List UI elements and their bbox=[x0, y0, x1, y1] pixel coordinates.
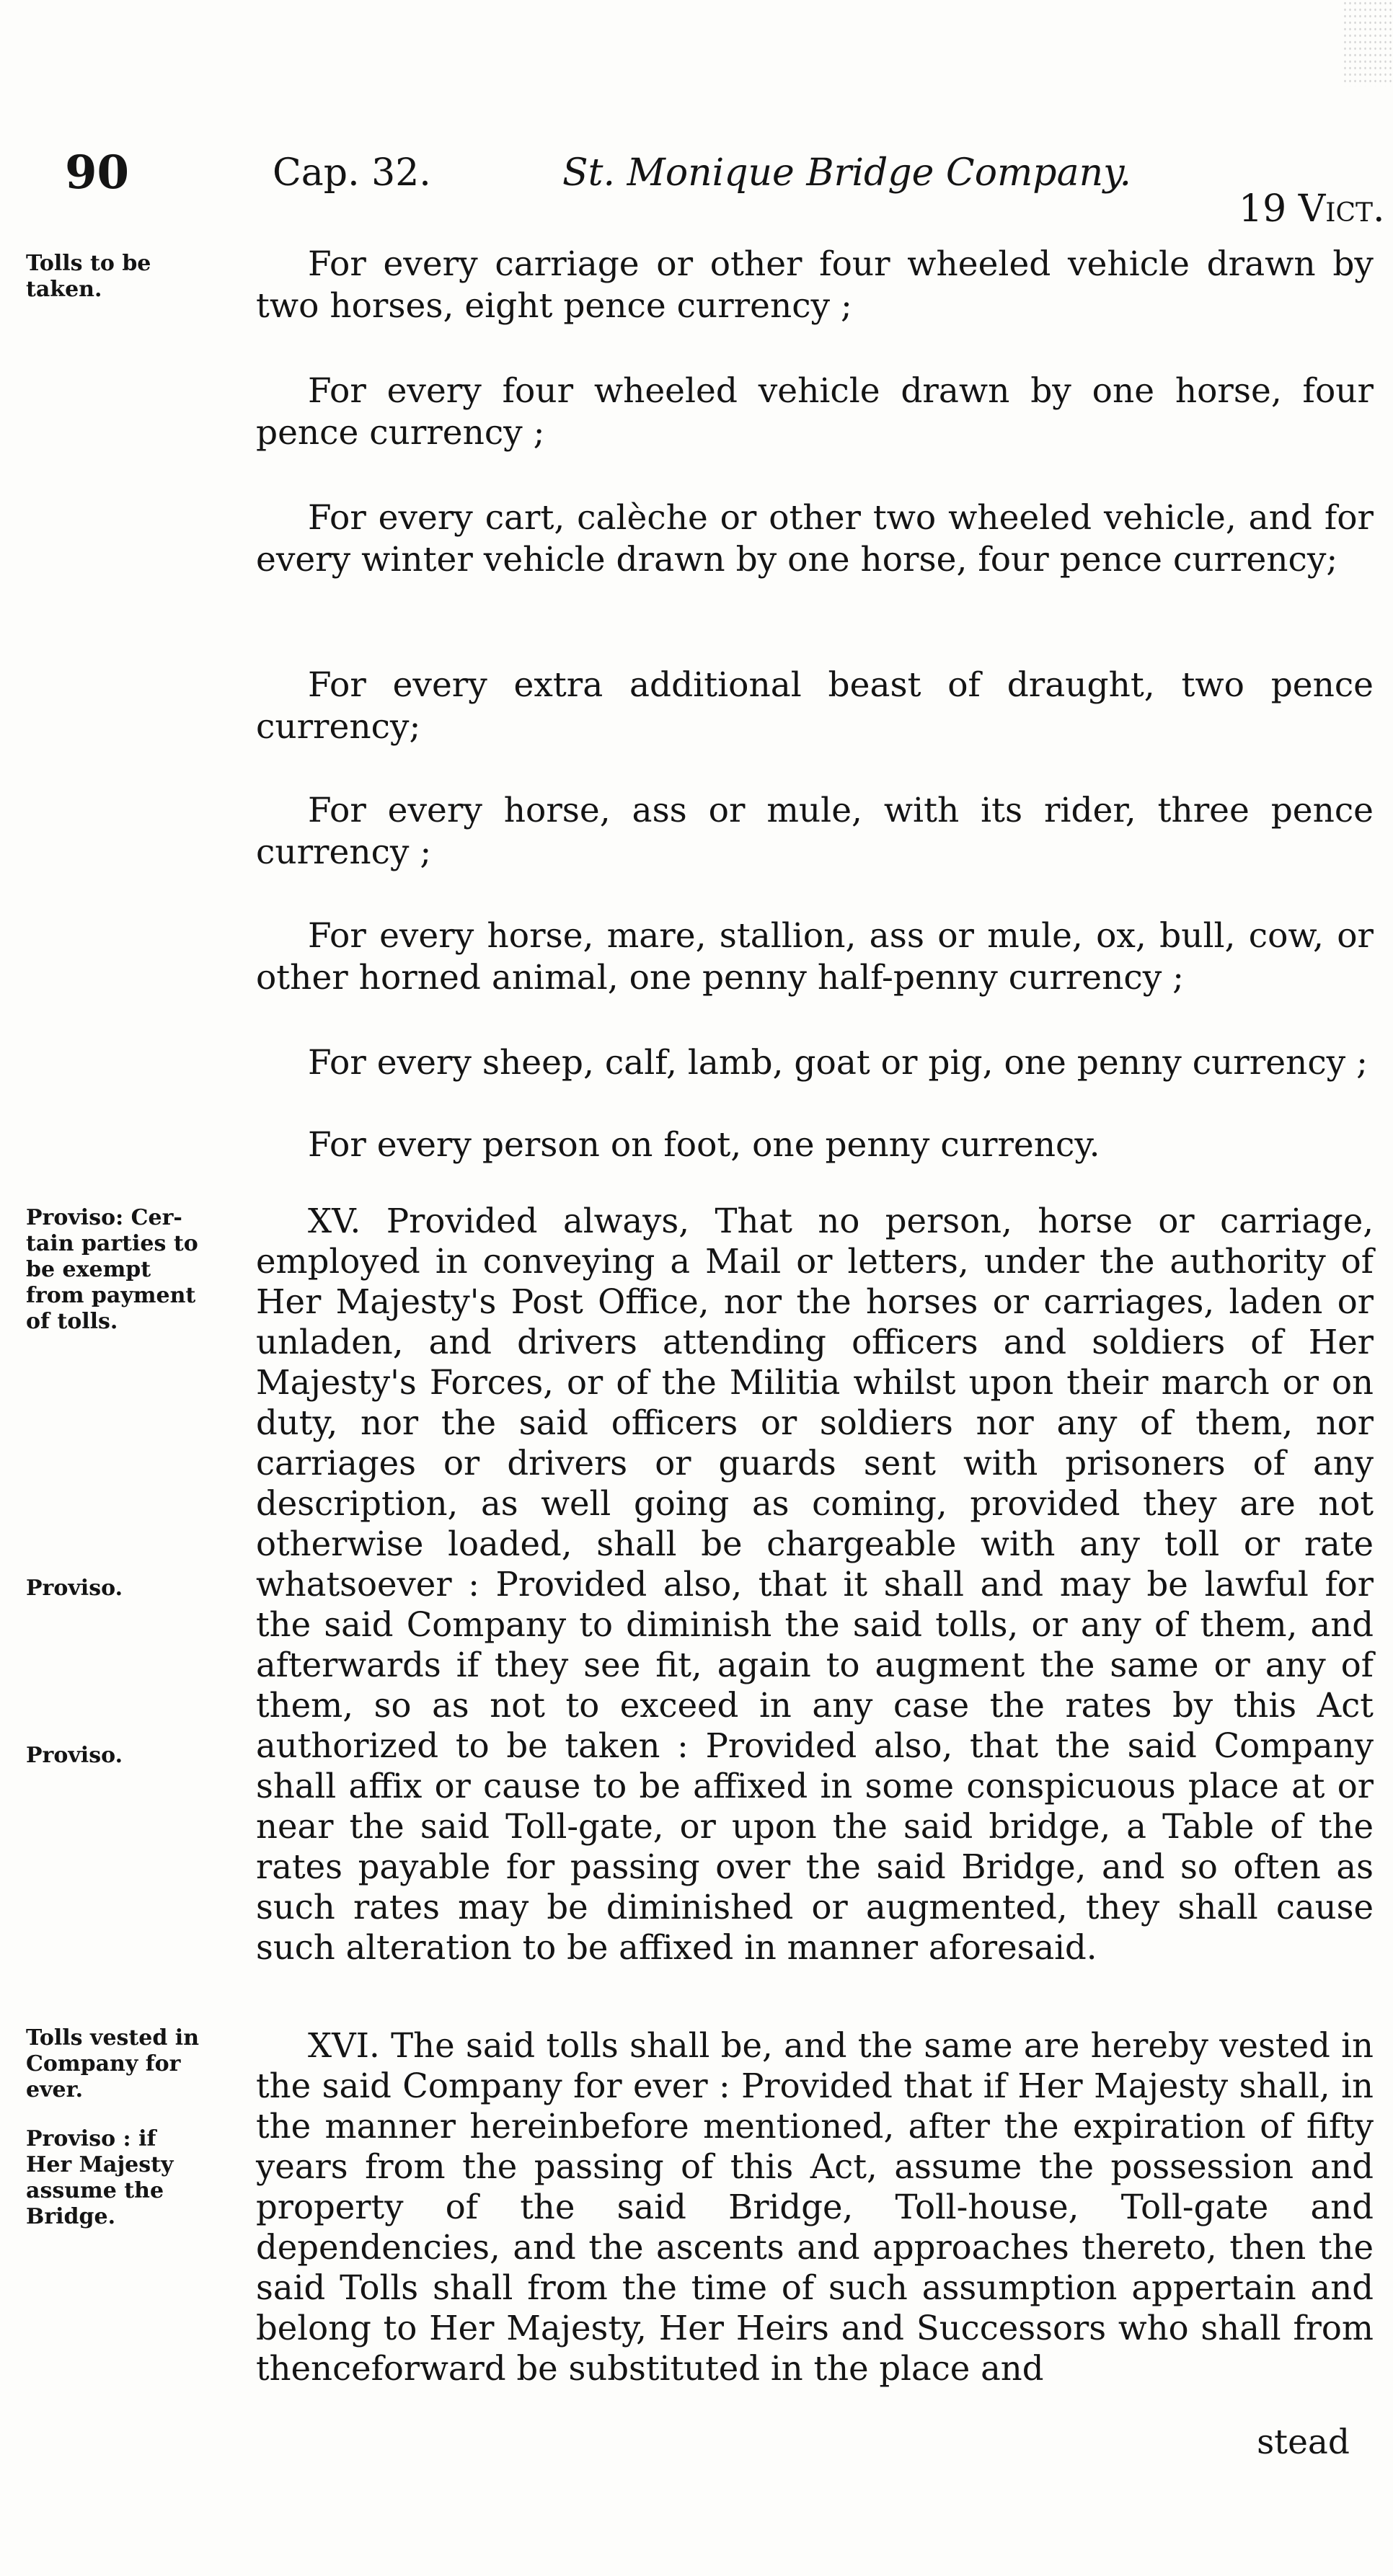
chapter-label: Cap. 32. bbox=[273, 151, 431, 195]
toll-item: For every horse, ass or mule, with its rider, three pence currency ; bbox=[256, 791, 1374, 872]
margin-note-majesty: Proviso : if Her Majesty assume the Bridge. bbox=[26, 2126, 174, 2229]
running-title: St. Monique Bridge Company. bbox=[562, 151, 1132, 195]
catchword: stead bbox=[1257, 2422, 1350, 2462]
toll-item: For every person on foot, one penny currency. bbox=[308, 1125, 1100, 1165]
toll-item: For every four wheeled vehicle drawn by one horse, four pence currency ; bbox=[256, 371, 1374, 453]
section-xv: XV. Provided always, That no person, horse or carriage, employed in conveying a Mail or letters, under the authority of Her Majesty's Post Office, nor the horses or carriages, laden or unladen, and drivers attending officers and soldiers of Her Majesty's Forces, or of the Militia whilst upon their march or on duty, nor the said officers or soldiers nor any of them, nor carriages or drivers or guards sent with prisoners of any description, as well going as coming, provided they are not otherwise loaded, shall be chargeable with any toll or rate whatsoever : Provided also, that it shall and may be lawful for the said Company to diminish the said tolls, or any of them, and afterwards if they see fit, again to augment the same or any of them, so as not to exceed in any case the rates by this Act authorized to be taken : Provided also, that the said Company shall affix or cause to be affixed in some conspicuous place at or near the said Toll-gate, or upon the said bridge, a Table of the rates payable for passing over the said Bridge, and so often as such rates may be diminished or augmented, they shall cause such alteration to be affixed in manner aforesaid. bbox=[256, 1202, 1374, 1967]
margin-note-exempt: Proviso: Cer- tain parties to be exempt from payment of tolls. bbox=[26, 1205, 198, 1334]
toll-item: For every cart, calèche or other two wheeled vehicle, and for every winter vehicle drawn by one horse, four pence currency; bbox=[256, 498, 1374, 579]
scan-speckle bbox=[1343, 0, 1393, 86]
margin-note-tolls: Tolls to be taken. bbox=[26, 251, 151, 302]
toll-item: For every carriage or other four wheeled vehicle drawn by two horses, eight pence currency ; bbox=[256, 244, 1374, 326]
margin-note-vested: Tolls vested in Company for ever. bbox=[26, 2025, 199, 2102]
toll-item: For every extra additional beast of draught, two pence currency; bbox=[256, 665, 1374, 747]
toll-item: For every sheep, calf, lamb, goat or pig, one penny currency ; bbox=[308, 1043, 1368, 1083]
toll-item: For every horse, mare, stallion, ass or mule, ox, bull, cow, or other horned animal, one penny half-penny currency ; bbox=[256, 916, 1374, 998]
regnal-year: 19 Vict. bbox=[1239, 187, 1385, 231]
margin-note-proviso-2: Proviso. bbox=[26, 1743, 123, 1768]
margin-note-proviso-1: Proviso. bbox=[26, 1576, 123, 1601]
section-xvi: XVI. The said tolls shall be, and the same are hereby vested in the said Company for ever : Provided that if Her Majesty shall, in the manner hereinbefore mentioned, after the expiration of fifty years from the passing of this Act, assume the possession and property of the said Bridge, Toll-house, Toll-gate and dependencies, and the ascents and approaches thereto, then the said Tolls shall from the time of such assumption appertain and belong to Her Majesty, Her Heirs and Successors who shall from thenceforward be substituted in the place and bbox=[256, 2026, 1374, 2388]
page-number: 90 bbox=[65, 146, 130, 200]
